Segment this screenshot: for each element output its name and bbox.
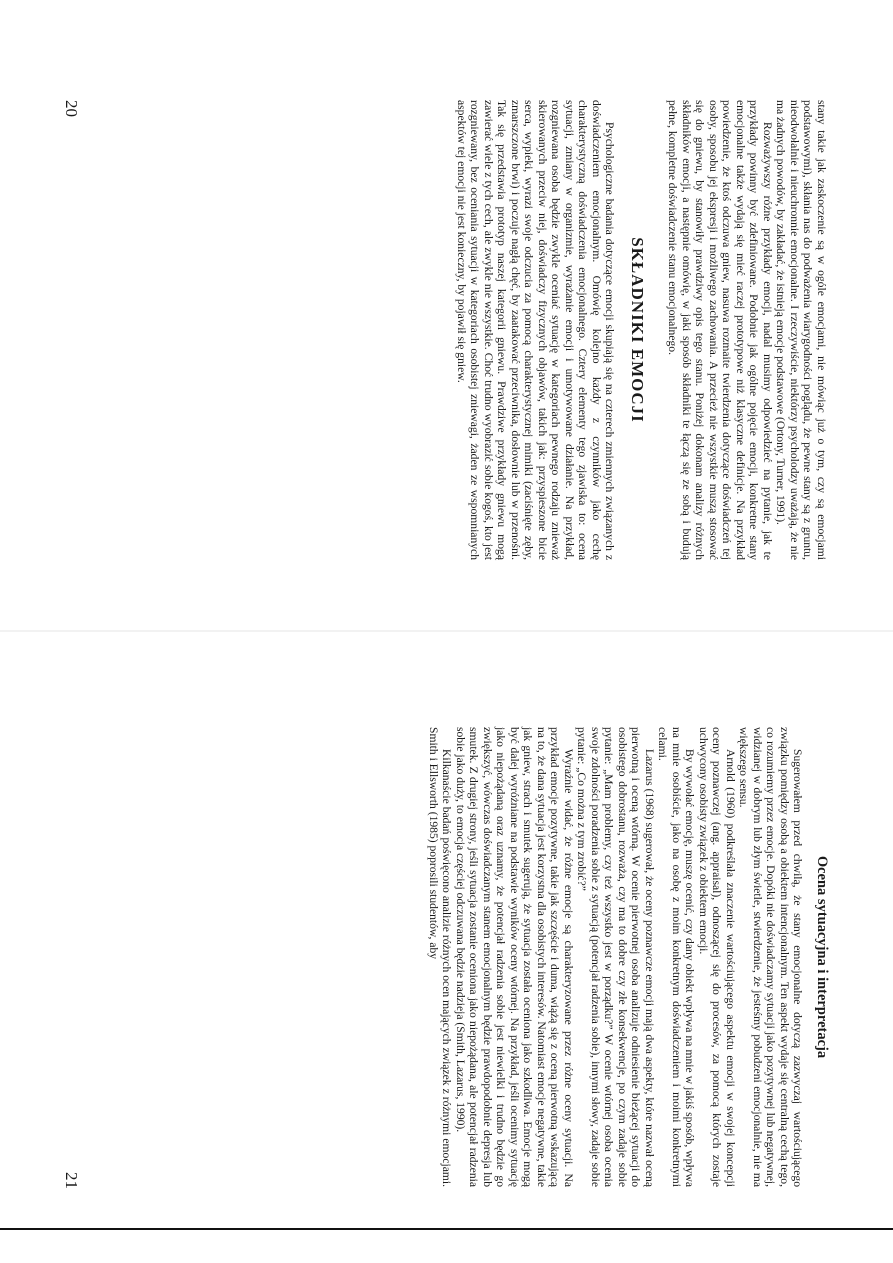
right-text-column <box>427 727 829 1187</box>
paragraph: By wywołać emocję, muszę ocenić, czy dany obiekt wpływa na mnie w jakiś sposób, wpływa na mnie osobiście, jako na osobę z moim konkretnym doświadczeniem i moimi konkretnymi celami. <box>656 727 697 1187</box>
section-heading: SKŁADNIKI EMOCJI <box>628 237 647 423</box>
paragraph: Rozważywszy różne przykłady emocji, nadal musimy odpowiedzieć na pytanie, jak te przykłady powinny być zdefiniowane. Podobnie jak ogólne pojęcie emocji, konkretne stany emocjonalne także wydają się mieć raczej prototypowe niż klasyczne definicje. Na przykład powiedzenie, że ktoś odczuwa gniew, nasuwa rozmaite twierdzenia dotyczące doświadczeń tej osoby, sposobu jej ekspresji i możliwego zachowania. A przecież nie wszystkie muszą stosować się do gniewu, by stanowiły prawdziwy opis tego stanu. Poniżej dokonam analizy różnych składników emocji, a następnie omówię, w jaki sposób składniki te łączą się ze sobą i budują pełne, kompletne doświadczenie stanu emocjonalnego. <box>666 100 774 560</box>
paragraph: Wyraźnie widać, że różne emocje są charakteryzowane przez różne oceny sytuacji. Na przykład emocje pozytywne, takie jak szczęście i duma, wiążą się z oceną pierwotną wskazującą na to, że dana sytuacja jest korzystna dla osobistych interesów. Natomiast emocje negatywne, takie jak gniew, strach i smutek sugerują, że sytuacja została oceniona jako szkodliwa. Emocje mogą być dalej wyróżniane na podstawie wyników oceny wtórnej. Na przykład, jeśli ocenimy sytuację jako niepożądaną oraz uznamy, że potencjał radzenia sobie jest niewielki i trudno będzie go zwiększyć, wówczas doświadczanym stanem emocjonalnym będzie prawdopodobnie depresja lub smutek. Z drugiej strony, jeśli sytuacja zostanie oceniona jako niepożądana, ale potencjał radzenia sobie jako duży, to emocja częściej odczuwana będzie nadzieja (Smith, Lazarus, 1990). <box>454 727 575 1187</box>
page-number: 21 <box>62 1172 81 1189</box>
left-text-column <box>455 100 829 560</box>
paragraph: Kilkanaście badań poświęcono analizie różnych ocen mających związek z różnymi emocjami. Smith i Ellsworth (1985) poprosili studentów, aby <box>427 727 454 1187</box>
paragraph: Lazarus (1968) sugerował, że oceny poznawcze emocji mają dwa aspekty, które nazwał oceną pierwotną i oceną wtórną. W ocenie pierwotnej osoba analizuje odniesienie bieżącej sytuacji do osobistego dobrostanu, rozważa, czy ma to dobre czy złe konsekwencje, po czym zadaje sobie pytanie: „Mam problemy, czy też wszystko jest w porządku?” W ocenie wtórnej osoba ocenia swoje zdolności poradzenia sobie z sytuacją (potencjał radzenia sobie), innymi słowy, zadaje sobie pytanie: „Co można z tym zrobić?” <box>575 727 656 1187</box>
paragraph: Arnold (1960) podkreślała znaczenie wartościującego aspektu emocji w swojej koncepcji oceny poznawczej (ang. appraisal), odnoszącej się do procesów, za pomocą których zostaje uchwycony osobisty związek z obiektem emocji. <box>697 727 737 1187</box>
paragraph: Psychologiczne badania dotyczące emocji skupiają się na czterech zmiennych związanych z doświadczeniem emocjonalnym. Omówię kolejno każdy z czynników jako cechę charakterystyczną doświadczenia emocjonalnego. Cztery elementy tego zjawiska to: ocena sytuacji, zmiany w organizmie, wyrażanie emocji i umotywowane działanie. Na przykład, rozgniewana osoba będzie zwykle oceniać sytuację w kategoriach pewnego rodzaju znieważ skierowanych przeciw niej, doświadczy fizycznych objawów, takich jak: przyspieszone bicie serca, wypieki, wyrazi swoje odczucia za pomocą charakterystycznej mimiki (zaciśnięte zęby, zmarszczone brwi) i poczuje nagłą chęć, by zaatakować przeciwnika, dosłownie lub w przenośni. Tak się przedstawia prototyp naszej kategorii gniewu. Prawdziwe przykłady gniewu mogą zawierać wiele z tych cech, ale zwykle nie wszystkie. Choć trudno wyobrazić sobie kogoś, kto jest rozgniewany, bez oceniania sytuacji w kategoriach osobistej zniewagi, żaden ze wspomnianych aspektów tej emocji nie jest konieczny, by pojawił się gniew. <box>455 100 617 560</box>
paragraph: stany takie jak zaskoczenie są w ogóle emocjami, nie mówiąc już o tym, czy są emocjami podstawowymi), skłania nas do podważenia wiarygodności poglądu, że pewne stany są z gruntu, nieodwołalnie i nieuchronnie emocjonalne. I rzeczywiście, niektórzy psycholodzy uważają, że nie ma żadnych powodów, by zakładać, że istnieją emocje podstawowe (Ortony, Turner, 1991). <box>774 100 828 560</box>
right-page <box>0 632 893 1263</box>
scan-edge-line <box>0 1228 893 1230</box>
page-number: 20 <box>62 100 81 117</box>
left-page <box>0 0 893 631</box>
section-heading: Ocena sytuacyjna i interpretacja <box>814 855 830 1059</box>
paragraph: Sugerowałem przed chwilą, że stany emocjonalne dotyczą zazwyczaj wartościującego związku pomiędzy osobą a obiektem intencjonalnym. Ten aspekt wydaje się centralną cechą tego, co rozumiemy przez emocje. Dopóki nie doświadczamy sytuacji jako pozytywnej lub negatywnej, widzianej w dobrym lub złym świetle, stwierdzenie, że jesteśmy pobudzeni emocjonalnie, nie ma większego sensu. <box>737 727 805 1187</box>
